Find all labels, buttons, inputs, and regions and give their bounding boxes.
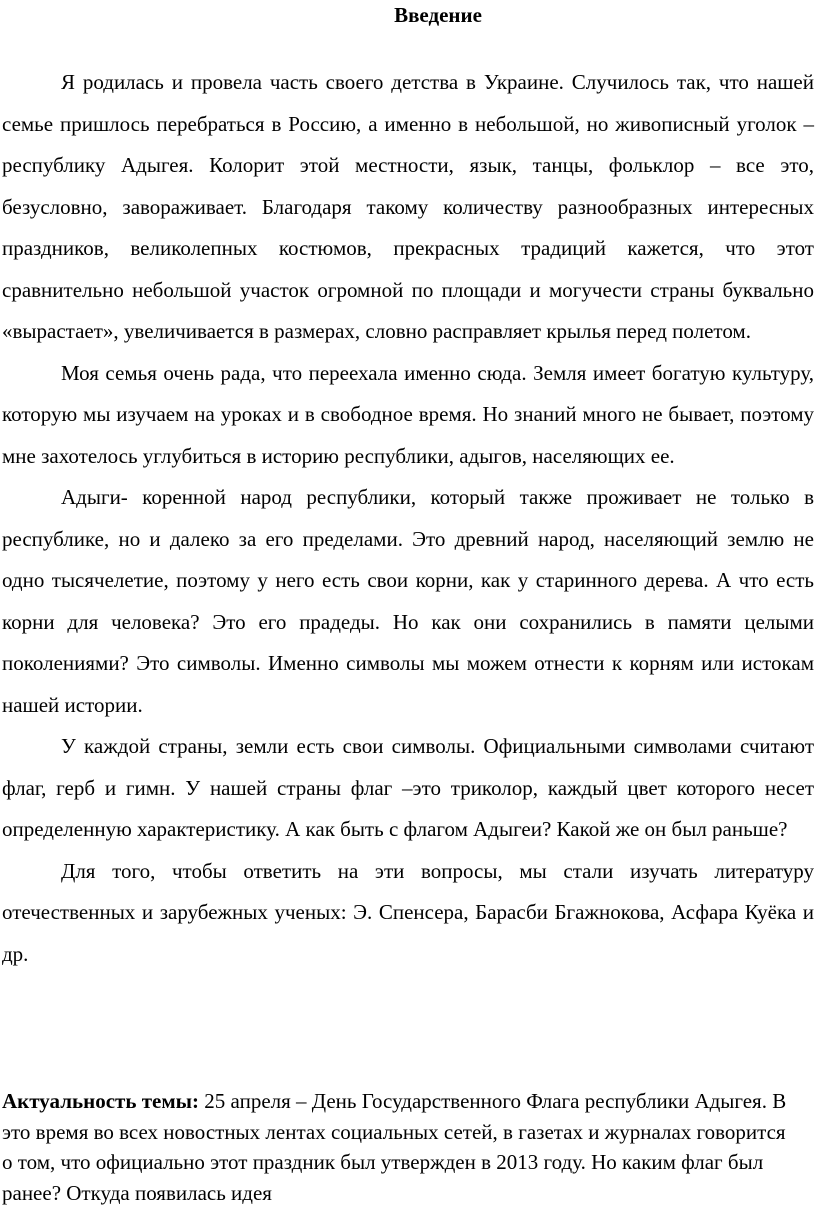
relevance-label: Актуальность темы: (2, 1089, 200, 1113)
paragraph-family: Моя семья очень рада, что переехала именно сюда. Земля имеет богатую культуру, которую мы изучаем на уроках и в свободное время. Но знаний много не бывает, поэтому мне захотелось углубиться в историю республики, адыгов, населяющих ее. (2, 360, 814, 468)
document-title: Введение (394, 3, 482, 27)
relevance-paragraph (2, 1086, 788, 1208)
document-body (2, 62, 814, 975)
paragraph-childhood: Я родилась и провела часть своего детства в Украине. Случилось так, что нашей семье пришлось перебраться в Россию, а именно в небольшой, но живописный уголок – республику Адыгея. Колорит этой местности, язык, танцы, фольклор – все это, безусловно, завораживает. Благодаря такому количеству разнообразных интересных праздников, великолепных костюмов, прекрасных традиций кажется, что этот сравнительно небольшой участок огромной по площади и могучести страны буквально «вырастает», увеличивается в размерах, словно расправляет крылья перед полетом. (2, 70, 814, 343)
relevance-text: 25 апреля – День Государственного Флага республики Адыгея. В это время во всех новостных лентах социальных сетей, в газетах и журналах говорится о том, что официально этот праздник был утвержден в 2013 году. Но каким флаг был ранее? Откуда появилась идея (2, 1089, 787, 1205)
paragraph-adyghe-people: Адыги- коренной народ республики, который также проживает не только в республике, но и далеко за его пределами. Это древний народ, населяющий землю не одно тысячелетие, поэтому у него есть свои корни, как у старинного дерева. А что есть корни для человека? Это его прадеды. Но как они сохранились в памяти целыми поколениями? Это символы. Именно символы мы можем отнести к корням или истокам нашей истории. (2, 485, 814, 717)
paragraph-literature: Для того, чтобы ответить на эти вопросы, мы стали изучать литературу отечественных и зарубежных ученых: Э. Спенсера, Барасби Бгажнокова, Асфара Куёка и др. (2, 858, 814, 966)
paragraph-symbols: У каждой страны, земли есть свои символы. Официальными символами считают флаг, герб и гимн. У нашей страны флаг –это триколор, каждый цвет которого несет определенную характеристику. А как быть с флагом Адыгеи? Какой же он был раньше? (2, 734, 814, 841)
